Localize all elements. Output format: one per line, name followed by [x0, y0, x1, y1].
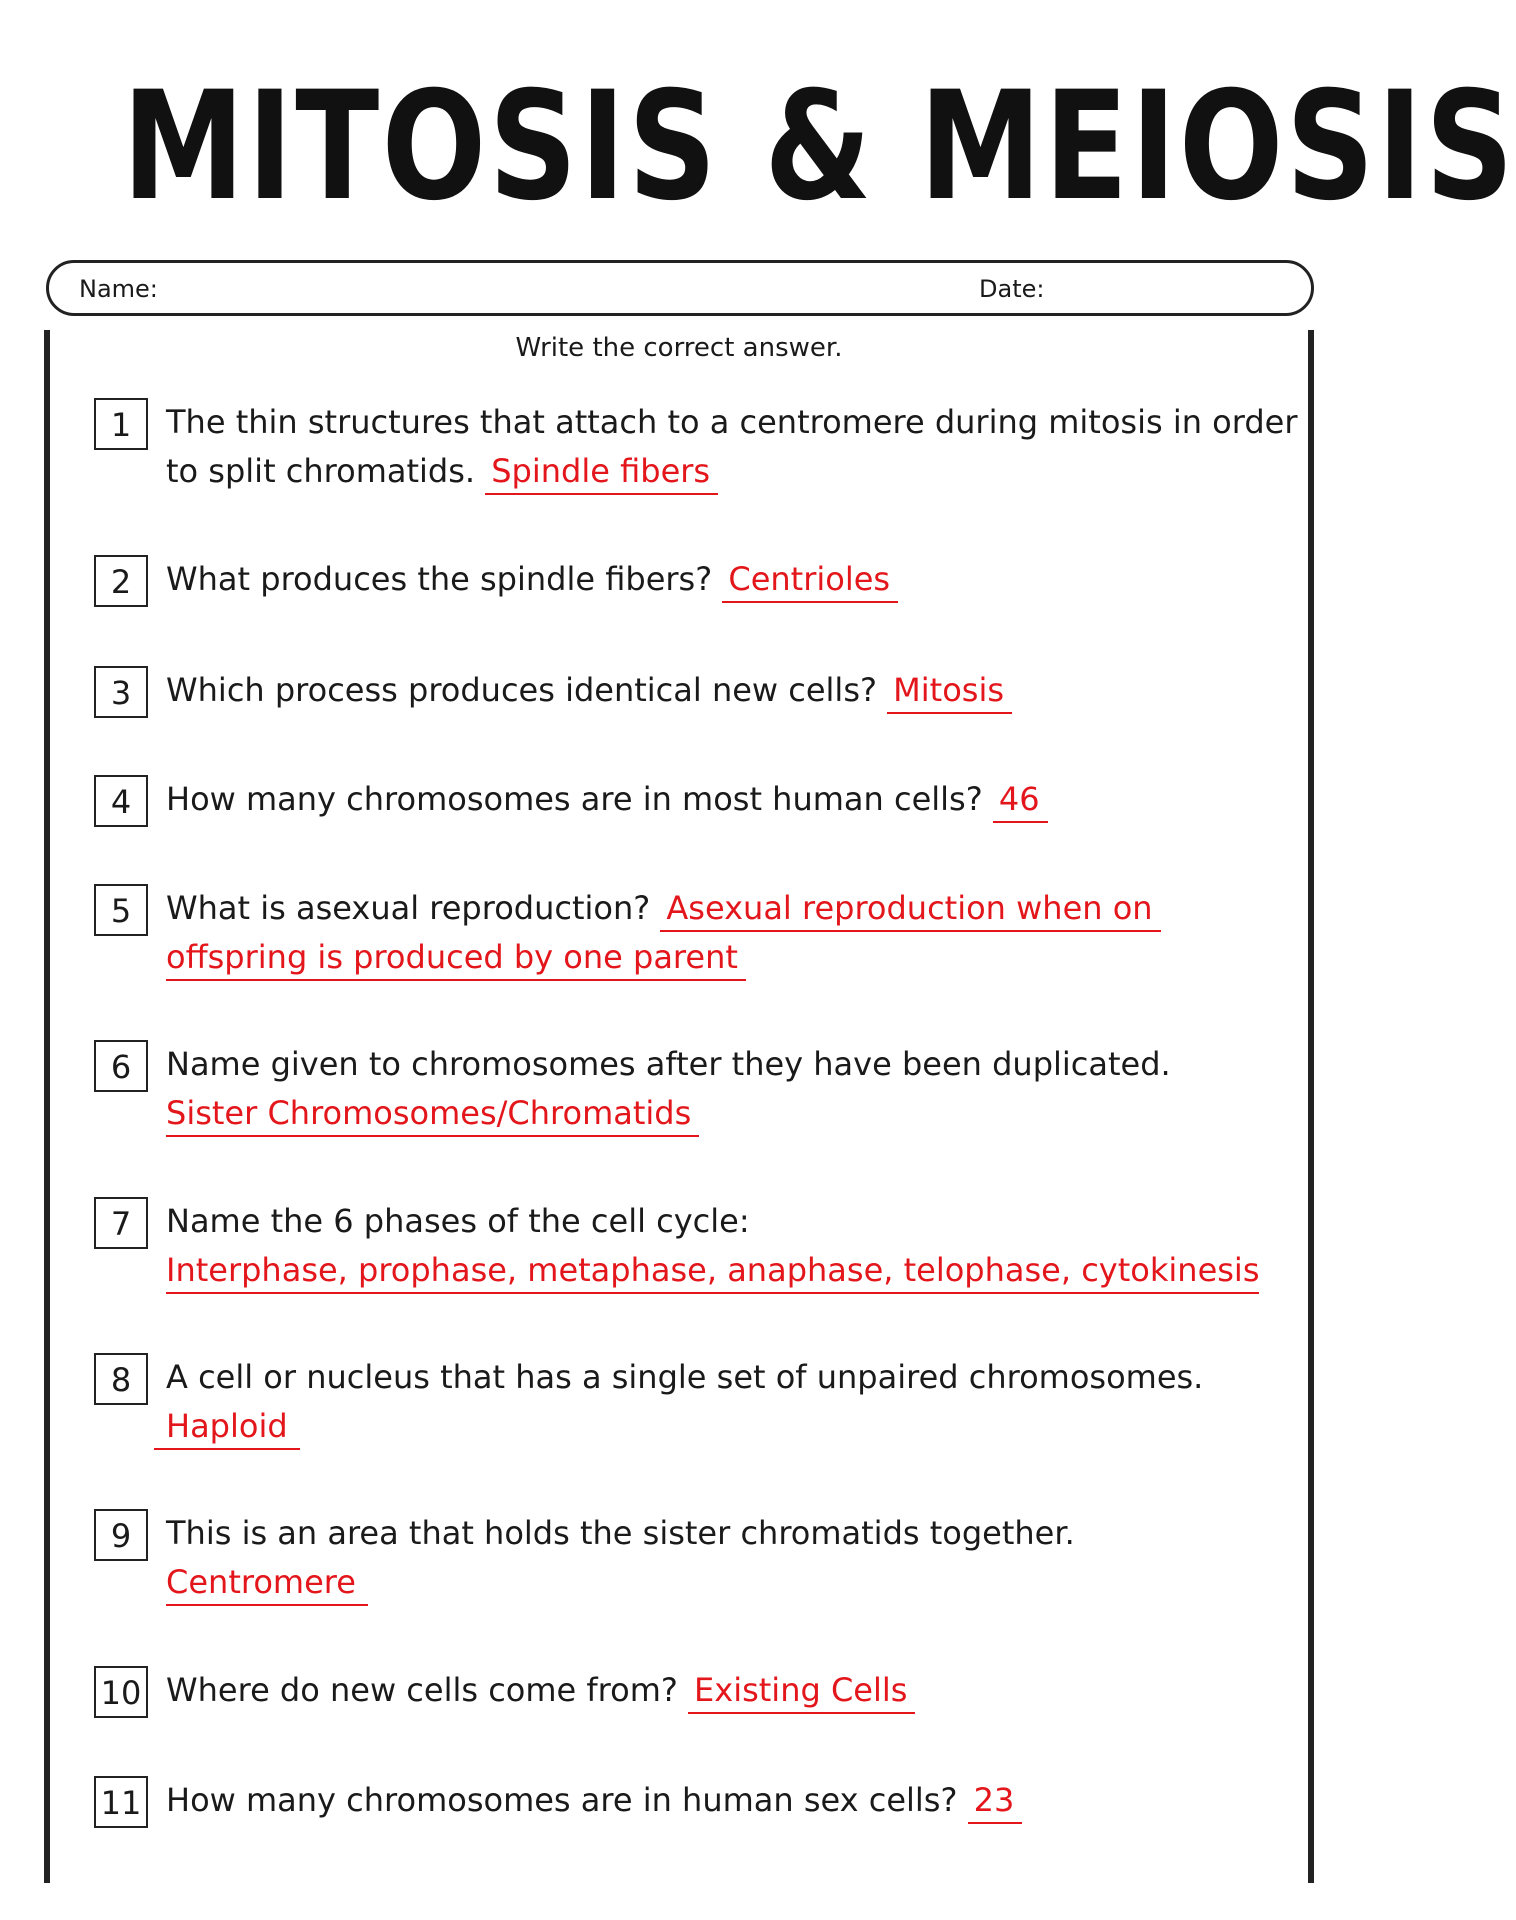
question-prompt: This is an area that holds the sister chromatids together. — [166, 1514, 1075, 1552]
question-text — [166, 666, 1316, 715]
question-prompt: How many chromosomes are in most human cells? — [166, 780, 983, 818]
question-prompt: Name the 6 phases of the cell cycle: — [166, 1202, 750, 1240]
answer: Interphase, prophase, metaphase, anaphase, telophase, cytokinesis — [166, 1248, 1259, 1294]
question-text — [166, 1666, 1316, 1715]
answer: 23 — [968, 1778, 1023, 1824]
answer: Spindle fibers — [485, 449, 718, 495]
question-number: 5 — [94, 884, 148, 936]
question-text — [166, 1509, 1316, 1607]
question-number: 9 — [94, 1509, 148, 1561]
answer: Centromere — [166, 1560, 368, 1606]
question-text — [166, 1776, 1316, 1825]
question-prompt: A cell or nucleus that has a single set of unpaired chromosomes. — [166, 1358, 1204, 1396]
question-number: 7 — [94, 1197, 148, 1249]
question-number: 3 — [94, 666, 148, 718]
name-date-bar — [46, 260, 1314, 316]
answer-line-1: Asexual reproduction when on — [660, 886, 1160, 932]
question-prompt: Name given to chromosomes after they have been duplicated. — [166, 1045, 1171, 1083]
question-text — [166, 1353, 1316, 1451]
question-text — [166, 1197, 1316, 1295]
question-text — [166, 555, 1316, 604]
answer: Haploid — [154, 1404, 300, 1450]
left-border — [44, 330, 50, 1883]
page-title: MITOSIS & MEIOSIS — [122, 60, 1516, 234]
question-text — [166, 398, 1316, 496]
question-prompt: What is asexual reproduction? — [166, 889, 651, 927]
question-prompt: The thin structures that attach to a centromere during mitosis in order to split chromatids. — [166, 403, 1298, 490]
answer: 46 — [993, 777, 1048, 823]
question-prompt: What produces the spindle fibers? — [166, 560, 713, 598]
question-text — [166, 1040, 1316, 1138]
answer-line-2: offspring is produced by one parent — [166, 935, 746, 981]
question-text — [166, 775, 1316, 824]
question-number: 11 — [94, 1776, 148, 1828]
name-label: Name: — [79, 275, 158, 303]
question-number: 6 — [94, 1040, 148, 1092]
answer: Mitosis — [887, 668, 1012, 714]
question-text — [166, 884, 1316, 982]
answer: Centrioles — [722, 557, 898, 603]
question-number: 8 — [94, 1353, 148, 1405]
question-number: 10 — [94, 1666, 148, 1718]
date-label: Date: — [979, 275, 1045, 303]
question-number: 1 — [94, 398, 148, 450]
question-prompt: Where do new cells come from? — [166, 1671, 678, 1709]
answer: Existing Cells — [688, 1668, 915, 1714]
question-number: 2 — [94, 555, 148, 607]
question-prompt: How many chromosomes are in human sex cells? — [166, 1781, 958, 1819]
instructions: Write the correct answer. — [515, 333, 843, 363]
question-number: 4 — [94, 775, 148, 827]
question-prompt: Which process produces identical new cells? — [166, 671, 877, 709]
answer: Sister Chromosomes/Chromatids — [166, 1091, 699, 1137]
